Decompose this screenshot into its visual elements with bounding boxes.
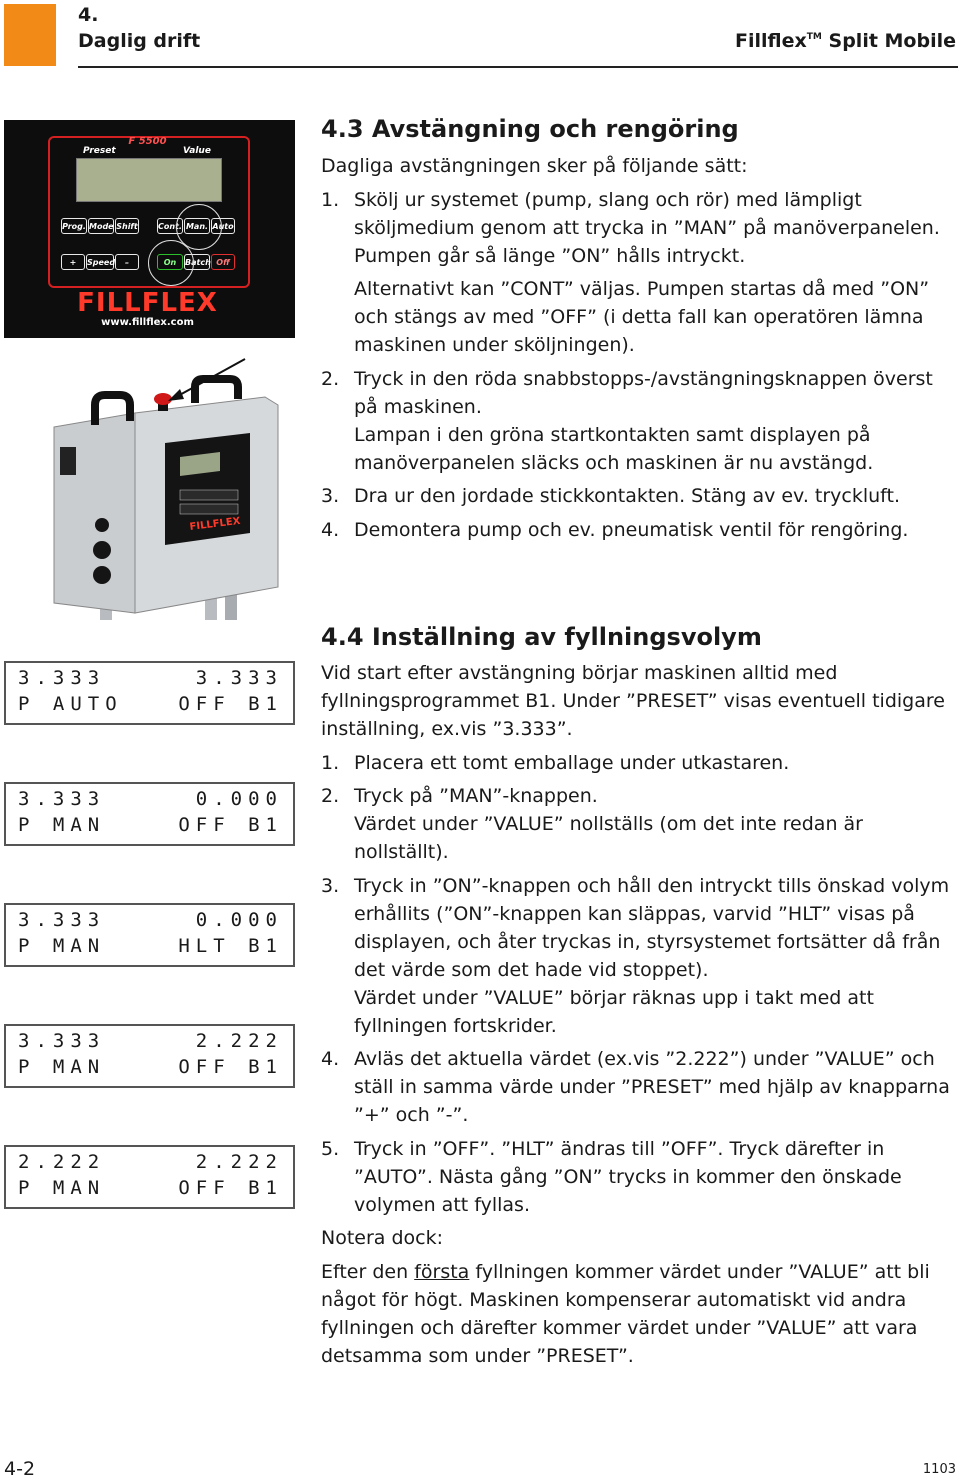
header-rule [78, 66, 958, 68]
section-4-4-step-4: Avläs det aktuella värdet (ex.vis ”2.222”) under ”VALUE” och ställ in samma värde under ”PRESET” med hjälp av knapparna ”+” och ”-”. [354, 1048, 950, 1126]
section-4-3-step-1-alt: Alternativt kan ”CONT” väljas. Pumpen startas då med ”ON” och stängs av med ”OFF” (i detta fall kan operatören lämna maskinen under sköljningen). [354, 278, 930, 356]
panel-preset-label: Preset [83, 146, 116, 156]
display-preset: 2.222 [18, 1151, 106, 1173]
panel-lcd-screen [76, 158, 222, 202]
section-4-3-step-4: Demontera pump och ev. pneumatisk ventil för rengöring. [354, 519, 909, 541]
panel-value-label: Value [183, 146, 211, 156]
display-value: 0.000 [195, 909, 283, 931]
display-preset: 3.333 [18, 909, 106, 931]
step-number: 2. [321, 785, 340, 807]
section-4-4-step-2-note: Värdet under ”VALUE” nollställs (om det inte redan är nollställt). [354, 813, 863, 863]
section-4-4-intro: Vid start efter avstängning börjar maskinen alltid med fyllningsprogrammet B1. Under ”PRESET” visas eventuell tidigare inställning, ex.vis ”3.333”. [321, 662, 945, 740]
display-mode: P MAN [18, 814, 106, 836]
panel-key-auto: Auto [211, 218, 235, 234]
note-text-underlined: första [414, 1261, 470, 1283]
panel-key-speed: Speed [86, 254, 114, 270]
product-name-text: Fillflex [735, 30, 807, 52]
display-state-5 [4, 1145, 295, 1209]
display-state-2 [4, 782, 295, 846]
step-number: 4. [321, 519, 340, 541]
panel-key-batch: Batch [184, 254, 210, 270]
step-number: 3. [321, 485, 340, 507]
chapter-color-tab [4, 4, 56, 66]
note-text-before: Efter den [321, 1261, 409, 1283]
product-suffix: Split Mobile [828, 30, 956, 52]
panel-key-mode: Mode [88, 218, 114, 234]
panel-url: www.fillflex.com [101, 317, 194, 328]
display-value: 0.000 [195, 788, 283, 810]
section-4-3-step-1: Skölj ur systemet (pump, slang och rör) med lämpligt sköljmedium genom att trycka in ”MAN” på manöverpanelen. Pumpen går så länge ”ON” hålls intryckt. [354, 189, 940, 267]
display-state-3 [4, 903, 295, 967]
machine-brand-label: FILLFLEX [189, 515, 242, 533]
chapter-title: Daglig drift [78, 30, 201, 52]
panel-key-plus: + [61, 254, 85, 270]
display-status: HLT B1 [178, 935, 283, 957]
note-text-after: fyllningen kommer värdet under ”VALUE” att bli något för högt. Maskinen kompenserar automatiskt vid andra fyllningen och därefter kommer värdet under ”VALUE” att vara detsamma som under ”PRESET”. [321, 1261, 930, 1367]
panel-brand-logo: FILLFLEX [77, 288, 218, 318]
display-preset: 3.333 [18, 667, 106, 689]
step-number: 4. [321, 1048, 340, 1070]
panel-model-label: F 5500 [128, 136, 167, 147]
section-4-3-step-3: Dra ur den jordade stickkontakten. Stäng av ev. tryckluft. [354, 485, 901, 507]
display-mode: P AUTO [18, 693, 123, 715]
display-value: 2.222 [195, 1151, 283, 1173]
step-number: 1. [321, 189, 340, 211]
trademark-mark: TM [806, 32, 822, 42]
section-4-3-step-2: Tryck in den röda snabbstopps-/avstängningsknappen överst på maskinen. [354, 368, 933, 418]
display-state-1 [4, 661, 295, 725]
display-state-4 [4, 1024, 295, 1088]
chapter-number: 4. [78, 4, 99, 26]
panel-key-off: Off [211, 254, 235, 270]
display-status: OFF B1 [178, 814, 283, 836]
panel-key-prog: Prog. [61, 218, 87, 234]
step-number: 1. [321, 752, 340, 774]
product-name [735, 30, 956, 52]
display-status: OFF B1 [178, 1056, 283, 1078]
section-4-4-heading: 4.4 Inställning av fyllningsvolym [321, 623, 762, 651]
display-mode: P MAN [18, 1177, 106, 1199]
display-status: OFF B1 [178, 1177, 283, 1199]
section-4-3-step-2-note: Lampan i den gröna startkontakten samt displayen på manöverpanelen släcks och maskinen är nu avstängd. [354, 424, 874, 474]
revision-code: 1103 [922, 1462, 956, 1477]
display-status: OFF B1 [178, 693, 283, 715]
section-4-4-step-2: Tryck på ”MAN”-knappen. [354, 785, 598, 807]
section-4-3-intro: Dagliga avstängningen sker på följande sätt: [321, 155, 748, 177]
step-number: 3. [321, 875, 340, 897]
display-preset: 3.333 [18, 788, 106, 810]
display-value: 3.333 [195, 667, 283, 689]
section-4-4-step-3: Tryck in ”ON”-knappen och håll den intryckt tills önskad volym erhållits (”ON”-knappen kan släppas, varvid ”HLT” visas på displayen, och åter tryckas in, styrsystemet fortsätter då från det värde som det hade vid stoppet). [354, 875, 950, 981]
section-4-4-step-3-note: Värdet under ”VALUE” börjar räknas upp i takt med att fyllningen fortskrider. [354, 987, 874, 1037]
pointer-arrow [160, 355, 250, 405]
section-4-4-step-5: Tryck in ”OFF”. ”HLT” ändras till ”OFF”. Tryck därefter in ”AUTO”. Nästa gång ”ON” trycks in kommer den önskade volymen att fyllas. [354, 1138, 902, 1216]
panel-key-on: On [157, 254, 183, 270]
section-4-4-step-1: Placera ett tomt emballage under utkastaren. [354, 752, 790, 774]
panel-key-shift: Shift [115, 218, 139, 234]
note-text [321, 1258, 956, 1370]
panel-key-minus: – [115, 254, 139, 270]
step-number: 5. [321, 1138, 340, 1160]
section-4-3-heading: 4.3 Avstängning och rengöring [321, 115, 739, 143]
note-label: Notera dock: [321, 1227, 444, 1249]
page-number: 4-2 [4, 1458, 36, 1480]
step-number: 2. [321, 368, 340, 390]
display-mode: P MAN [18, 1056, 106, 1078]
display-preset: 3.333 [18, 1030, 106, 1052]
panel-key-man: Man. [184, 218, 210, 234]
panel-key-cont: Cont. [157, 218, 183, 234]
display-value: 2.222 [195, 1030, 283, 1052]
highlight-circle-on [148, 240, 194, 286]
display-mode: P MAN [18, 935, 106, 957]
